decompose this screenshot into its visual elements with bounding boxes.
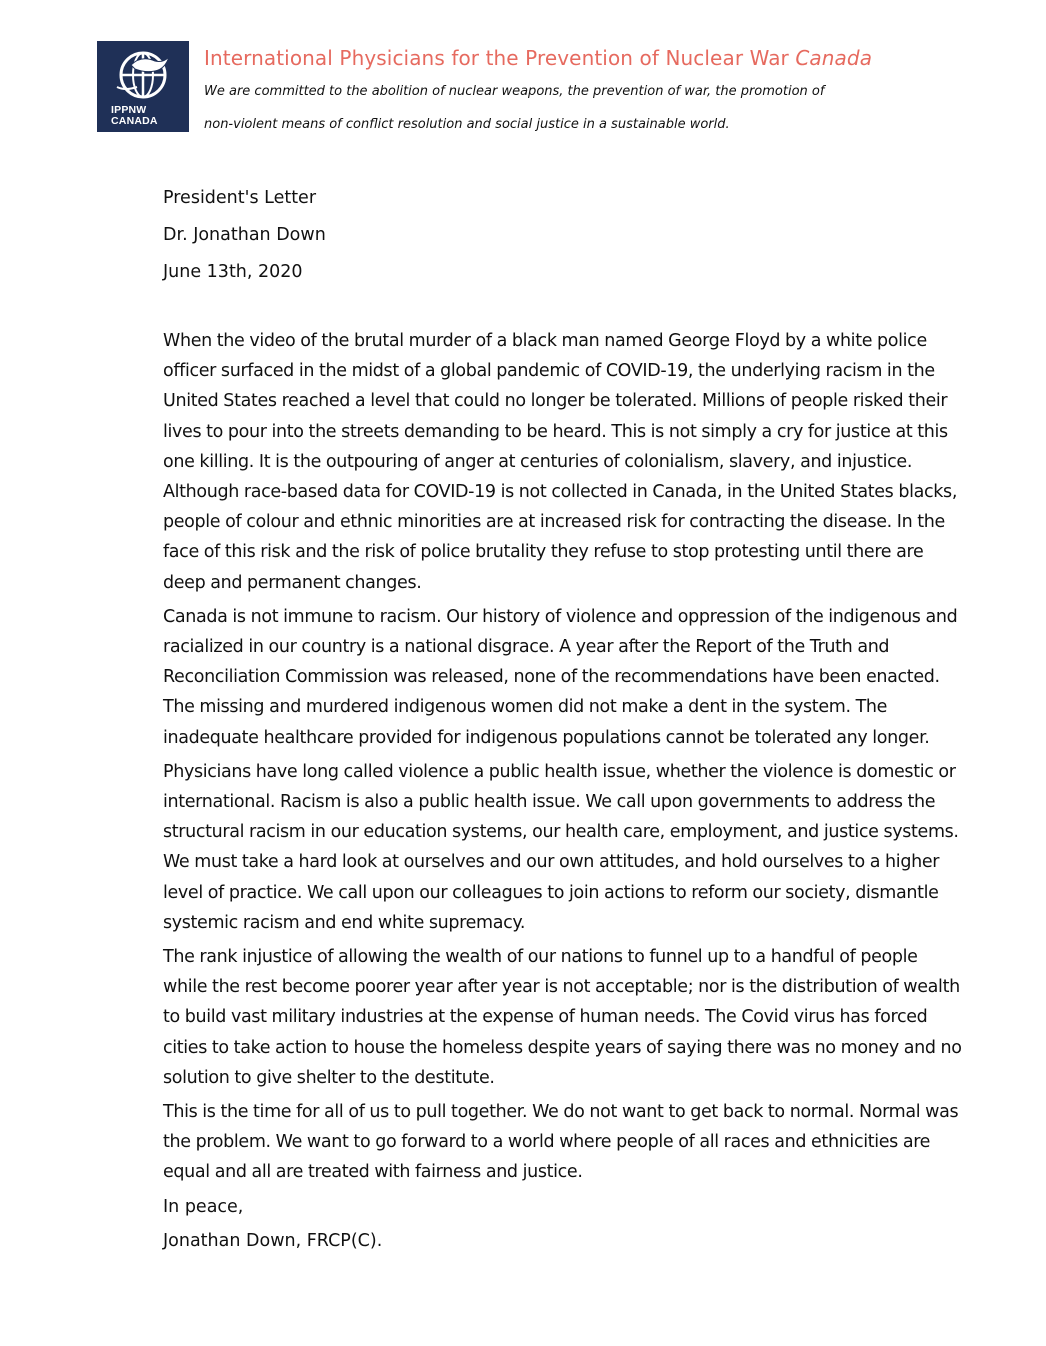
letterhead bbox=[97, 41, 957, 133]
paragraph: This is the time for all of us to pull together. We do not want to get back to normal. Normal was the problem. We want to go forward to a world where people of all races and ethnicities are equal and all are treated with fairness and justice. bbox=[163, 1102, 959, 1183]
logo-text-ippnw: IPPNW bbox=[111, 104, 147, 116]
organization-name-country: Canada bbox=[795, 46, 873, 70]
dove-globe-icon bbox=[111, 47, 175, 103]
paragraph: The rank injustice of allowing the wealth of our nations to funnel up to a handful of people while the rest become poorer year after year is not acceptable; nor is the distribution of wealth to build vast military industries at the expense of human needs. The Covid virus has forced cities to take action to house the homeless despite years of saying there was no money and no solution to give shelter to the destitute. bbox=[163, 947, 962, 1088]
letter-date: June 13th, 2020 bbox=[163, 262, 303, 282]
organization-name-main: International Physicians for the Prevention of Nuclear War bbox=[204, 46, 789, 70]
logo-text-canada: CANADA bbox=[111, 115, 158, 127]
mission-statement-line-1: We are committed to the abolition of nuclear weapons, the prevention of war, the promotion of bbox=[204, 84, 825, 99]
letter-body bbox=[163, 184, 963, 1260]
organization-name bbox=[204, 46, 872, 70]
paragraph: When the video of the brutal murder of a black man named George Floyd by a white police officer surfaced in the midst of a global pandemic of COVID-19, the underlying racism in the United States reached a level that could no longer be tolerated. Millions of people risked their lives to pour into the streets demanding to be heard. This is not simply a cry for justice at this one killing. It is the outpouring of anger at centuries of colonialism, slavery, and injustice. Although race-based data for COVID-19 is not collected in Canada, in the United States blacks, people of colour and ethnic minorities are at increased risk for contracting the disease. In the face of this risk and the risk of police brutality they refuse to stop protesting until there are deep and permanent changes. bbox=[163, 331, 958, 593]
paragraph: Physicians have long called violence a public health issue, whether the violence is domestic or international. Racism is also a public health issue. We call upon governments to address the structural racism in our education systems, our health care, employment, and justice systems. We must take a hard look at ourselves and our own attitudes, and hold ourselves to a higher level of practice. We call upon our colleagues to join actions to reform our society, dismantle systemic racism and end white supremacy. bbox=[163, 761, 959, 933]
ippnw-logo bbox=[97, 41, 189, 132]
mission-statement-line-2: non-violent means of conflict resolution and social justice in a sustainable world. bbox=[204, 117, 730, 132]
letter-author: Dr. Jonathan Down bbox=[163, 225, 326, 245]
paragraph: Canada is not immune to racism. Our history of violence and oppression of the indigenous and racialized in our country is a national disgrace. A year after the Report of the Truth and Reconciliation Commission was released, none of the recommendations have been enacted. The missing and murdered indigenous women did not make a dent in the system. The inadequate healthcare provided for indigenous populations cannot be tolerated any longer. bbox=[163, 606, 958, 748]
letter-title: President's Letter bbox=[163, 188, 317, 208]
closing: In peace, bbox=[163, 1196, 244, 1217]
signature: Jonathan Down, FRCP(C). bbox=[163, 1230, 383, 1251]
